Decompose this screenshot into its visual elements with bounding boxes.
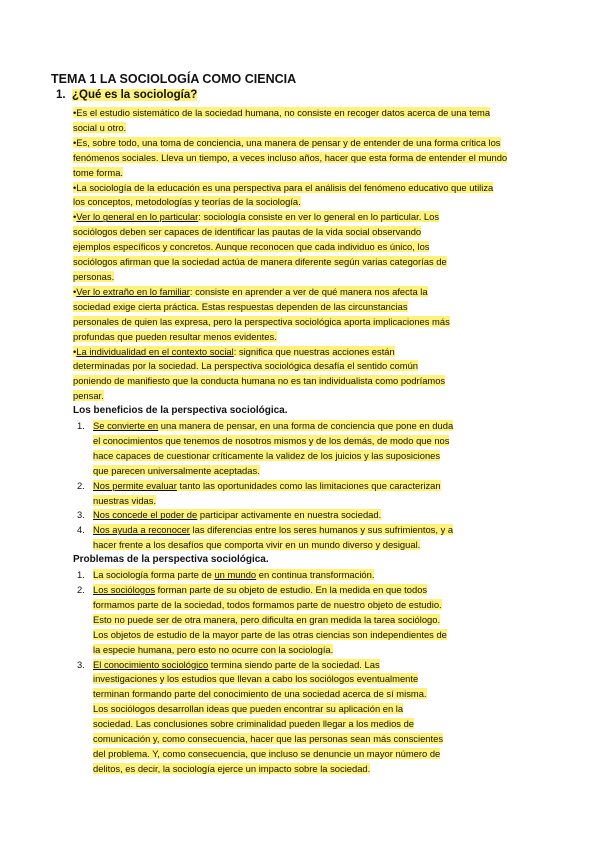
item-line bbox=[93, 538, 588, 553]
line-text: el conocimientos que tenemos de nosotros mismos y de los demás, de modo que nos bbox=[93, 434, 450, 446]
item-line bbox=[93, 449, 588, 464]
paragraph-line bbox=[73, 181, 588, 196]
line-text: los conceptos, metodologías y teorías de la sociología. bbox=[73, 196, 301, 208]
item-line bbox=[93, 747, 588, 762]
line-text: nuestras vidas. bbox=[93, 494, 157, 506]
line-text: delitos, es decir, la sociología ejerce un impacto sobre la sociedad. bbox=[93, 762, 371, 774]
item-number: 1. bbox=[77, 569, 85, 581]
benefit-item bbox=[73, 479, 588, 509]
item-line bbox=[93, 568, 588, 583]
paragraph-line bbox=[73, 240, 588, 255]
paragraph-line bbox=[73, 255, 588, 270]
line-text bbox=[93, 420, 453, 431]
underlined-term: La individualidad en el contexto social bbox=[76, 345, 234, 357]
line-text: Los objetos de estudio de la mayor parte de las otras ciencias son independientes de bbox=[93, 628, 447, 640]
line-text: formamos parte de la sociedad, todos formamos parte de nuestro objeto de estudio. bbox=[93, 598, 442, 610]
line-text: sociedad exige cierta práctica. Estas respuestas dependen de las circunstancias bbox=[73, 300, 408, 312]
item-line bbox=[93, 658, 588, 673]
line-text bbox=[93, 509, 381, 520]
line-text: tome forma. bbox=[73, 166, 124, 178]
item-description: en continua transformación. bbox=[256, 569, 375, 581]
item-description: las diferencias entre los seres humanos y sus sufrimientos, y a bbox=[189, 524, 454, 536]
paragraph-line bbox=[73, 315, 588, 330]
intro-paragraph bbox=[73, 136, 588, 181]
item-number: 4. bbox=[77, 524, 85, 536]
line-text: sociólogos afirman que la sociedad actúa de manera diferente según varias categorías de bbox=[73, 256, 447, 268]
item-line bbox=[93, 613, 588, 628]
line-text: hace capaces de cuestionar críticamente la validez de los juicios y las suposiciones bbox=[93, 449, 441, 461]
item-line bbox=[93, 494, 588, 509]
line-text: investigaciones y los estudios que llevan a cabo los sociólogos eventualmente bbox=[93, 673, 419, 685]
line-text: •Es, sobre todo, una toma de conciencia, una manera de pensar y de entender de una forma crítica los bbox=[73, 136, 501, 148]
problem-item bbox=[73, 658, 588, 777]
item-line bbox=[93, 523, 588, 538]
paragraph-line bbox=[73, 270, 588, 285]
line-text bbox=[93, 569, 374, 580]
bullet-mark: • bbox=[73, 345, 77, 357]
benefits-heading: Los beneficios de la perspectiva sociológica. bbox=[73, 405, 288, 417]
item-line bbox=[93, 687, 588, 702]
item-line bbox=[93, 762, 588, 777]
section-question bbox=[56, 89, 197, 101]
item-line bbox=[93, 672, 588, 687]
item-number: 1. bbox=[77, 420, 85, 432]
line-text: •La sociología de la educación es una perspectiva para el análisis del fenómeno educativo que utiliza bbox=[73, 181, 494, 193]
line-text: sociólogos deben ser capaces de identificar las pautas de la vida social observando bbox=[73, 226, 422, 238]
perspective-paragraph bbox=[73, 345, 588, 405]
item-description: termina siendo parte de la sociedad. Las bbox=[208, 658, 380, 670]
paragraph-line bbox=[73, 285, 588, 300]
question-number: 1. bbox=[56, 89, 66, 101]
problem-item bbox=[73, 568, 588, 583]
item-line bbox=[93, 508, 588, 523]
bullet-mark: • bbox=[73, 285, 77, 297]
line-text: personas. bbox=[73, 270, 115, 282]
line-text: Los sociólogos desarrollan ideas que pueden encontrar su aplicación en la bbox=[93, 703, 404, 715]
paragraph-line bbox=[73, 330, 588, 345]
line-text: poniendo de manifiesto que la conducta humana no es tan individualista como podríamos bbox=[73, 375, 446, 387]
line-text: sociedad. Las conclusiones sobre criminalidad pueden llegar a los medios de bbox=[93, 718, 415, 730]
line-text: Esto no puede ser de otra manera, pero dificulta en gran medida la tarea sociólogo. bbox=[93, 613, 441, 625]
line-text bbox=[93, 659, 380, 670]
line-text bbox=[73, 346, 395, 357]
item-line bbox=[93, 717, 588, 732]
item-line bbox=[93, 702, 588, 717]
intro-paragraph bbox=[73, 106, 588, 136]
item-description: participar activamente en nuestra sociedad. bbox=[197, 509, 382, 521]
item-number: 2. bbox=[77, 479, 85, 491]
line-text: •Es el estudio sistemático de la sociedad humana, no consiste en recoger datos acerca de una tema bbox=[73, 107, 491, 118]
paragraph-line bbox=[73, 106, 588, 121]
underlined-term: un mundo bbox=[214, 569, 257, 581]
bullet-mark: • bbox=[73, 211, 77, 223]
problem-item bbox=[73, 583, 588, 658]
benefit-item bbox=[73, 508, 588, 523]
line-text bbox=[73, 211, 439, 222]
underlined-term: Nos permite evaluar bbox=[93, 479, 177, 491]
paragraph-line bbox=[73, 151, 588, 166]
perspectives-block bbox=[73, 210, 588, 404]
line-text: pensar. bbox=[73, 390, 104, 402]
perspective-paragraph bbox=[73, 210, 588, 285]
line-text: social u otro. bbox=[73, 121, 127, 133]
line-text: que parecen universalmente aceptadas. bbox=[93, 464, 260, 476]
item-number: 3. bbox=[77, 658, 85, 670]
benefit-item bbox=[73, 523, 588, 553]
benefit-item bbox=[73, 419, 588, 479]
paragraph-line bbox=[73, 345, 588, 360]
underlined-term: Se convierte en bbox=[93, 420, 159, 432]
underlined-term: Nos ayuda a reconocer bbox=[93, 524, 190, 536]
line-text: la especie humana, pero esto no ocurre con la sociología. bbox=[93, 643, 334, 655]
item-line bbox=[93, 598, 588, 613]
paragraph-line bbox=[73, 136, 588, 151]
item-description: forman parte de su objeto de estudio. En la medida en que todos bbox=[155, 584, 428, 595]
line-text bbox=[93, 524, 453, 535]
item-description: tanto las oportunidades como las limitaciones que caracterizan bbox=[176, 479, 441, 491]
document-body bbox=[73, 106, 588, 777]
paragraph-line bbox=[73, 121, 588, 136]
paragraph-line bbox=[73, 389, 588, 404]
line-text: determinadas por la sociedad. La perspectiva sociológica desafía el sentido común bbox=[73, 360, 418, 372]
underlined-term: Ver lo general en lo particular bbox=[76, 211, 199, 223]
item-number: 3. bbox=[77, 509, 85, 521]
problems-heading: Problemas de la perspectiva sociológica. bbox=[73, 554, 269, 566]
term-description: : significa que nuestras acciones están bbox=[233, 345, 395, 357]
item-line bbox=[93, 434, 588, 449]
paragraph-line bbox=[73, 359, 588, 374]
term-description: : consiste en aprender a ver de qué manera nos afecta la bbox=[189, 285, 428, 297]
underlined-term: Ver lo extraño en lo familiar bbox=[76, 285, 190, 297]
item-line bbox=[93, 464, 588, 479]
item-line bbox=[93, 419, 588, 434]
paragraph-line bbox=[73, 225, 588, 240]
item-line bbox=[93, 583, 588, 598]
intro-paragraph bbox=[73, 181, 588, 211]
paragraph-line bbox=[73, 374, 588, 389]
line-text: terminan formando parte del conocimiento de una sociedad acerca de sí misma. bbox=[93, 688, 427, 700]
benefits-list bbox=[73, 419, 588, 553]
item-description: una manera de pensar, en una forma de conciencia que pone en duda bbox=[158, 420, 454, 432]
paragraph-line bbox=[73, 210, 588, 225]
intro-block bbox=[73, 106, 588, 210]
item-lead-text: La sociología forma parte de bbox=[93, 569, 215, 581]
line-text: profundas que pueden resultar menos evidentes. bbox=[73, 330, 277, 342]
item-line bbox=[93, 643, 588, 658]
line-text: ejemplos específicos y concretos. Aunque reconocen que cada individuo es único, los bbox=[73, 241, 430, 253]
item-number: 2. bbox=[77, 584, 85, 595]
page-title: TEMA 1 LA SOCIOLOGÍA COMO CIENCIA bbox=[51, 72, 297, 86]
problems-list bbox=[73, 568, 588, 777]
underlined-term: El conocimiento sociológico bbox=[93, 658, 209, 670]
line-text: personales de quien las expresa, pero la perspectiva sociológica aporta implicaciones más bbox=[73, 315, 450, 327]
term-description: : sociología consiste en ver lo general en lo particular. Los bbox=[198, 211, 440, 223]
line-text bbox=[73, 286, 428, 297]
line-text: hacer frente a los desafíos que comporta vivir en un mundo diverso y desigual. bbox=[93, 539, 421, 551]
perspective-paragraph bbox=[73, 285, 588, 345]
paragraph-line bbox=[73, 195, 588, 210]
line-text: comunicación y, como consecuencia, hacer que las personas sean más conscientes bbox=[93, 733, 444, 745]
underlined-term: Nos concede el poder de bbox=[93, 509, 198, 521]
line-text bbox=[93, 584, 427, 595]
item-line bbox=[93, 628, 588, 643]
question-text: ¿Qué es la sociología? bbox=[72, 89, 198, 101]
line-text: del problema. Y, como consecuencia, que incluso se denuncie un mayor número de bbox=[93, 747, 441, 759]
line-text bbox=[93, 480, 441, 491]
paragraph-line bbox=[73, 300, 588, 315]
item-line bbox=[93, 479, 588, 494]
underlined-term: Los sociólogos bbox=[93, 584, 156, 595]
paragraph-line bbox=[73, 166, 588, 181]
line-text: fenómenos sociales. Lleva un tiempo, a veces incluso años, hacer que esta forma de entender el mundo bbox=[73, 151, 508, 163]
item-line bbox=[93, 732, 588, 747]
